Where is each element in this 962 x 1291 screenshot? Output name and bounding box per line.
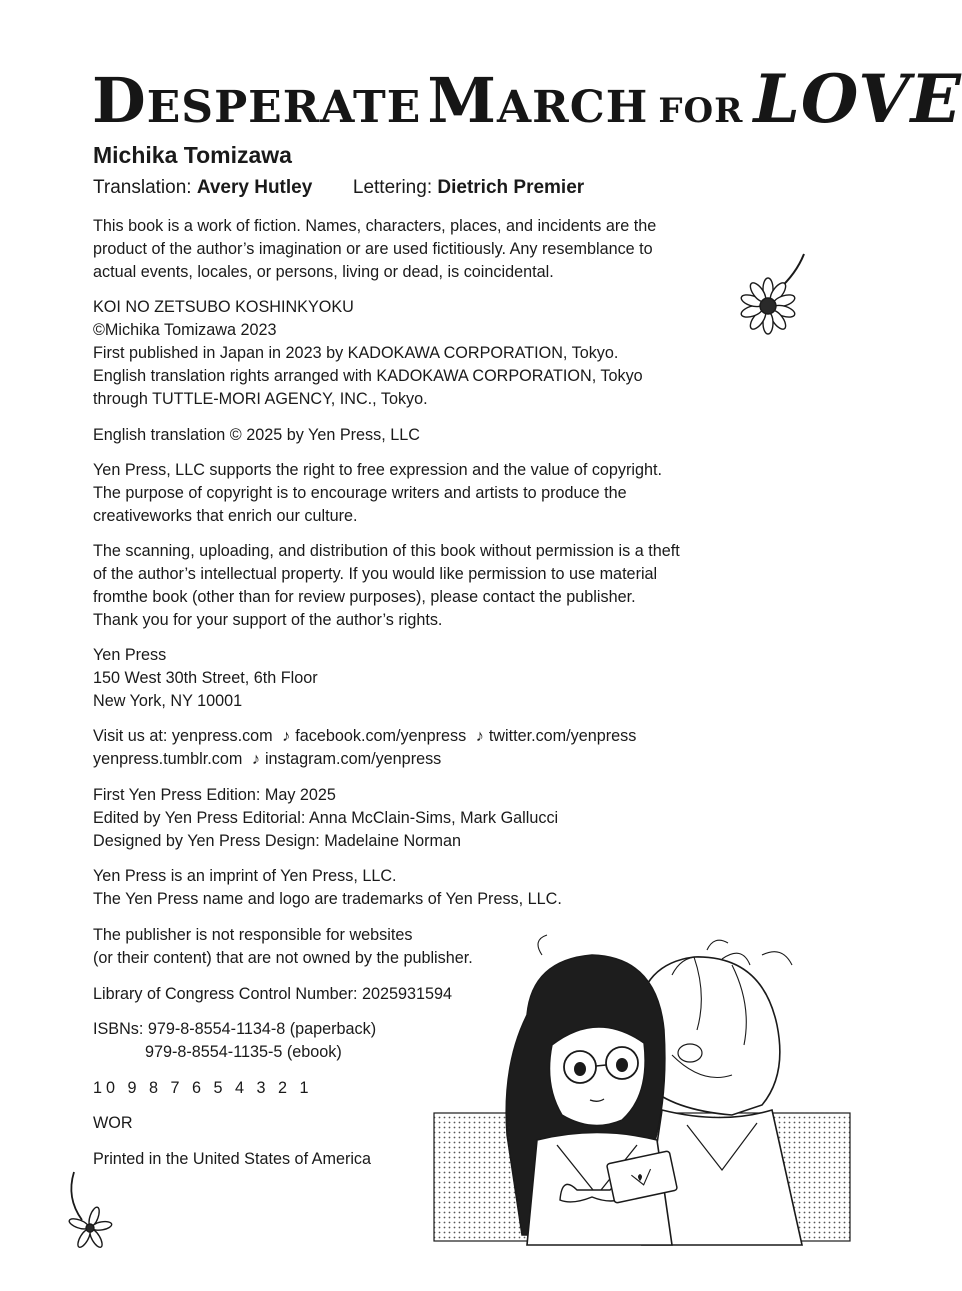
letterer-name: Dietrich Premier	[437, 177, 585, 198]
scanning-notice	[93, 540, 680, 632]
original-publication	[93, 296, 643, 411]
music-note-icon: ♪	[282, 727, 291, 745]
text-line: Yen Press is an imprint of Yen Press, LLC.	[93, 867, 397, 885]
falling-flower-icon	[52, 1168, 127, 1253]
facebook-link[interactable]: facebook.com/yenpress	[295, 727, 467, 745]
isbn-paperback: ISBNs: 979-8-8554-1134-8 (paperback)	[93, 1020, 377, 1038]
title-letter: D	[92, 64, 147, 137]
imprint-notice	[93, 865, 562, 911]
author-name: Michika Tomizawa	[93, 142, 292, 168]
text-line: Printed in the United States of America	[93, 1150, 372, 1168]
text-line: This book is a work of fiction. Names, characters, places, and incidents are the	[93, 217, 657, 235]
text-line: KOI NO ZETSUBO KOSHINKYOKU	[93, 298, 354, 316]
text-line: The purpose of copyright is to encourage writers and artists to produce the	[93, 484, 627, 502]
responsibility-notice	[93, 924, 473, 970]
edition-credits	[93, 784, 558, 853]
fiction-disclaimer	[93, 215, 656, 284]
text-line: product of the author’s imagination or are used fictitiously. Any resemblance to	[93, 240, 653, 258]
website-link[interactable]: yenpress.com	[171, 727, 273, 745]
visit-links	[93, 725, 636, 771]
text-line: The scanning, uploading, and distribution of this book without permission is a theft	[93, 542, 680, 560]
title-word: FOR	[658, 91, 744, 131]
text-line: 10 9 8 7 6 5 4 3 2 1	[93, 1079, 313, 1097]
text-line: Yen Press	[93, 646, 167, 664]
translation-label: Translation:	[93, 177, 192, 198]
text-line: Library of Congress Control Number: 2025931594	[93, 985, 453, 1003]
text-line: of the author’s intellectual property. If you would like permission to use material	[93, 565, 658, 583]
text-line: (or their content) that are not owned by the publisher.	[93, 949, 473, 967]
text-line: New York, NY 10001	[93, 692, 243, 710]
loc-number	[93, 983, 452, 1006]
lettering-label: Lettering:	[352, 177, 433, 198]
instagram-link[interactable]: instagram.com/yenpress	[264, 750, 442, 768]
text-line: 150 West 30th Street, 6th Floor	[93, 669, 318, 687]
isbn-ebook: 979-8-8554-1135-5 (ebook)	[145, 1043, 342, 1061]
book-title	[92, 60, 962, 138]
publisher-address	[93, 644, 318, 713]
tumblr-link[interactable]: yenpress.tumblr.com	[93, 750, 243, 768]
printer-code	[93, 1112, 133, 1135]
text-line: ©Michika Tomizawa 2023	[93, 321, 277, 339]
title-word: ARCH	[497, 82, 649, 133]
text-line: actual events, locales, or persons, living or dead, is coincidental.	[93, 263, 554, 281]
copyright-values	[93, 459, 662, 528]
music-note-icon: ♪	[251, 750, 260, 768]
text-line: The publisher is not responsible for websites	[93, 926, 413, 944]
title-letter: M	[427, 64, 498, 137]
title-letter: L	[753, 60, 801, 138]
text-line: through TUTTLE-MORI AGENCY, INC., Tokyo.	[93, 390, 428, 408]
daisy-flower-icon	[738, 250, 813, 340]
title-word: ESPERATE	[146, 82, 422, 133]
text-line: First Yen Press Edition: May 2025	[93, 786, 336, 804]
text-line: The Yen Press name and logo are trademarks of Yen Press, LLC.	[93, 890, 562, 908]
twitter-link[interactable]: twitter.com/yenpress	[488, 727, 637, 745]
text-line: English translation © 2025 by Yen Press, LLC	[93, 426, 420, 444]
music-note-icon: ♪	[475, 727, 484, 745]
text-line: Thank you for your support of the author’s rights.	[93, 611, 443, 629]
title-word: OVE	[800, 60, 962, 138]
text-line: Edited by Yen Press Editorial: Anna McClain-Sims, Mark Gallucci	[93, 809, 559, 827]
text-line: fromthe book (other than for review purposes), please contact the publisher.	[93, 588, 636, 606]
text-line: Yen Press, LLC supports the right to free expression and the value of copyright.	[93, 461, 662, 479]
text-line: English translation rights arranged with KADOKAWA CORPORATION, Tokyo	[93, 367, 643, 385]
translator-name: Avery Hutley	[196, 177, 313, 198]
visit-label: Visit us at:	[93, 727, 168, 745]
text-line: Designed by Yen Press Design: Madelaine Norman	[93, 832, 462, 850]
printing-line	[93, 1077, 313, 1100]
manga-illustration	[432, 935, 852, 1245]
text-line: First published in Japan in 2023 by KADOKAWA CORPORATION, Tokyo.	[93, 344, 619, 362]
text-line: WOR	[93, 1114, 133, 1132]
isbn-block	[93, 1018, 376, 1064]
translation-copyright	[93, 424, 420, 447]
text-line: creativeworks that enrich our culture.	[93, 507, 358, 525]
printed-location	[93, 1148, 371, 1171]
credits-line	[93, 177, 584, 199]
